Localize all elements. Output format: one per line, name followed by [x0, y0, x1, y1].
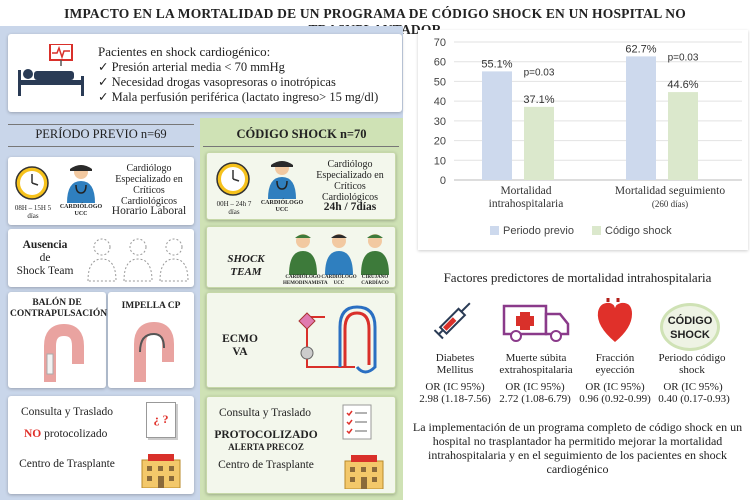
predictor-value: 2.72 (1.08-6.79) [499, 393, 571, 405]
predictor-name: Muerte súbita extrahospitalaria [499, 352, 573, 376]
legend-label: Periodo previo [503, 225, 574, 237]
protocolizado-text: protocolizado [44, 428, 108, 440]
hospital-icon [138, 452, 184, 488]
category-label: intrahospitalaria [488, 198, 564, 210]
heart-icon [594, 298, 636, 344]
legend-swatch [592, 226, 601, 235]
y-tick-label: 10 [433, 155, 446, 168]
predictor-name: Fracción eyección [595, 352, 635, 376]
impella-card [108, 292, 194, 388]
data-label: 37.1% [523, 93, 555, 106]
doctor-label: CARDIÓLOGO UCC [260, 200, 304, 213]
document-icon [146, 402, 176, 438]
shock-team-card [206, 226, 396, 288]
alerta-text: ALERTA PRECOZ [228, 442, 304, 452]
divider [8, 124, 194, 125]
absent-team-icon [84, 233, 192, 285]
predictor-or: OR (IC 95%) [505, 381, 565, 393]
ausencia-de-text: de [39, 252, 51, 264]
predictor-value: 2.98 (1.18-7.56) [419, 393, 491, 405]
balon-label: BALÓN DE CONTRAPULSACIÓN [10, 298, 108, 319]
conclusion-text: La implementación de un programa completo de código shock en un hospital no trasplantador ha permitido mejorar la mortalidad intrahospitalaria y en el seguimiento de los pacientes en shock cardiogénico [412, 420, 743, 476]
schedule-text: Horario Laboral [111, 205, 187, 217]
y-tick-label: 60 [433, 56, 446, 69]
y-tick-label: 30 [433, 115, 446, 128]
impella-label: IMPELLA CP [121, 301, 181, 311]
ecmo-circuit-icon [285, 297, 393, 387]
bar [482, 71, 512, 180]
ausencia-text: Ausencia [22, 239, 68, 251]
no-text: NO [24, 428, 42, 440]
clock-label: 00H – 24h 7 días [216, 200, 252, 216]
bar [668, 92, 698, 180]
no-protocolizado [24, 428, 107, 440]
predictor-or: OR (IC 95%) [585, 381, 645, 393]
shock-team-text: Shock Team [16, 265, 74, 277]
divider [8, 146, 194, 147]
predictor-name: Diabetes Mellitus [435, 352, 475, 376]
shock-team-label: SHOCK TEAM [227, 253, 265, 278]
protocolizado-text: PROTOCOLIZADO [214, 429, 318, 441]
aorta-balloon-icon [30, 324, 86, 384]
divider [203, 146, 399, 147]
patient-bed-icon [14, 44, 92, 104]
criteria-item: ✓ Presión arterial media < 70 mmHg [98, 60, 378, 75]
data-label: 55.1% [481, 58, 513, 71]
balon-card [8, 292, 106, 388]
y-tick-label: 70 [433, 37, 446, 49]
y-tick-label: 20 [433, 135, 446, 148]
category-note: (260 días) [651, 199, 689, 209]
cardiologist-text: Cardiólogo Especializado en Críticos Cardiológicos [316, 159, 384, 203]
clock-icon [14, 165, 50, 201]
criteria-item: ✓ Mala perfusión periférica (lactato ingreso> 15 mg/dl) [98, 90, 378, 105]
ambulance-icon [500, 300, 572, 344]
consulta-text: Consulta y Traslado [218, 407, 311, 419]
shock-consulta-card [206, 396, 396, 494]
prev-consulta-card [8, 396, 194, 494]
criteria-list [98, 60, 378, 105]
p-value-label: p=0.03 [667, 52, 699, 64]
y-tick-label: 40 [433, 96, 446, 109]
data-label: 62.7% [625, 43, 657, 56]
bar [626, 56, 656, 180]
codigo-shock-badge: CÓDIGO SHOCK [660, 303, 720, 351]
centro-text: Centro de Trasplante [218, 459, 314, 471]
syringe-icon [432, 296, 478, 340]
chart-svg [418, 30, 748, 250]
predictor-value: 0.40 (0.17-0.93) [658, 393, 730, 405]
shock-cardiologist-card [206, 152, 396, 220]
hospital-icon [341, 453, 387, 489]
previo-header: PERÍODO PREVIO n=69 [35, 127, 167, 141]
doctor-icon [64, 163, 98, 203]
y-tick-label: 50 [433, 76, 446, 89]
consulta-text: Consulta y Traslado [20, 406, 113, 418]
ecmo-label: ECMO VA [222, 333, 258, 358]
page-title: IMPACTO EN LA MORTALIDAD DE UN PROGRAMA DE CÓDIGO SHOCK EN UN HOSPITAL NO [64, 6, 686, 21]
category-label: Mortalidad [500, 185, 552, 197]
ecmo-card [206, 292, 396, 388]
title-bar [0, 0, 750, 26]
checklist-icon [341, 403, 373, 441]
team-member-label: CARDIÓLOGO UCC [321, 275, 357, 286]
bar [524, 107, 554, 180]
mortality-chart [418, 30, 748, 250]
prev-cardiologist-card [8, 157, 194, 225]
doctor-icon [265, 159, 299, 199]
clock-icon [215, 161, 251, 197]
category-label: Mortalidad seguimiento [614, 185, 726, 197]
data-label: 44.6% [667, 79, 699, 92]
shock-header: CÓDIGO SHOCK n=70 [236, 127, 367, 141]
predictors-title: Factores predictores de mortalidad intrahospitalaria [443, 270, 712, 285]
question-mark: ¿ ? [153, 412, 169, 426]
team-member-label: CIRUJANO CARDÍACO [361, 275, 389, 286]
team-doctors-icon [285, 231, 393, 275]
criteria-box [8, 34, 402, 112]
schedule-text: 24h / 7días [323, 201, 377, 213]
aorta-impella-icon [122, 322, 180, 384]
predictor-value: 0.96 (0.92-0.99) [579, 393, 651, 405]
doctor-label: CARDIÓLOGO UCC [59, 204, 103, 217]
team-member-label: CARDIÓLOGO HEMODINAMISTA [283, 275, 328, 286]
y-tick-label: 0 [439, 175, 446, 187]
cardiologist-text: Cardiólogo Especializado en Críticos Cardiológicos [115, 163, 183, 207]
p-value-label: p=0.03 [523, 67, 555, 79]
criteria-header: Pacientes en shock cardiogénico: [98, 44, 271, 59]
prev-team-card [8, 229, 194, 287]
legend-label: Código shock [605, 225, 672, 237]
centro-text: Centro de Trasplante [19, 458, 115, 470]
criteria-item: ✓ Necesidad drogas vasopresoras o inotrópicas [98, 75, 378, 90]
predictor-or: OR (IC 95%) [663, 381, 723, 393]
predictor-name: Periodo código shock [658, 352, 726, 376]
predictor-or: OR (IC 95%) [425, 381, 485, 393]
clock-label: 08H – 15H 5 días [14, 204, 52, 220]
legend-swatch [490, 226, 499, 235]
